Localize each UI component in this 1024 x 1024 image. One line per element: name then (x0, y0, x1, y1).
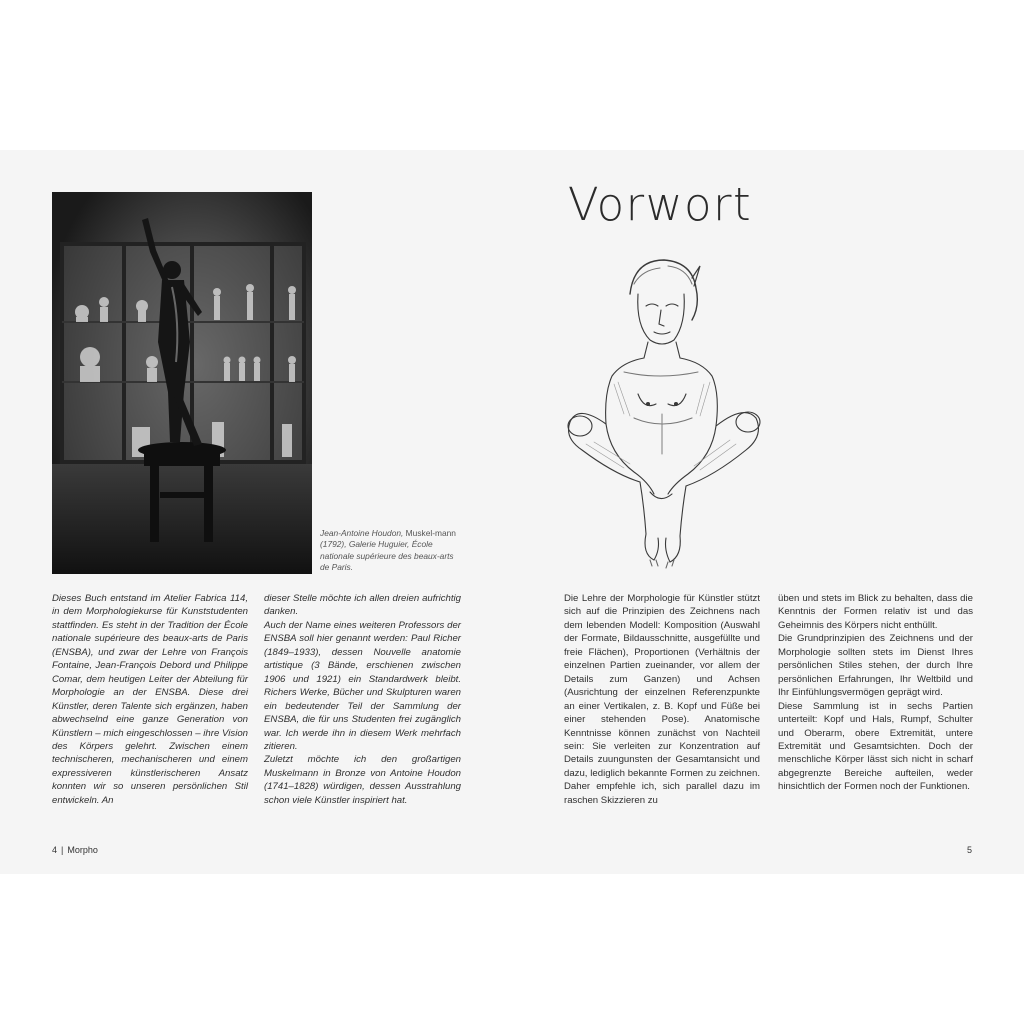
caption-artist: Jean-Antoine Houdon, (320, 528, 404, 538)
left-column-2-paragraph: dieser Stelle möchte ich allen dreien aufrichtig danken. (264, 593, 461, 618)
caption-location: (1792), Galerie Huguier, École nationale supérieure des beaux-arts de Paris. (320, 539, 454, 572)
left-page-number: 4 (52, 845, 58, 855)
left-column-1-text: Dieses Buch entstand im Atelier Fabrica 114, in dem Morphologiekurse für Kunststudenten stattfinden. Es steht in der Tradition der École nationale supérieure des beaux-arts de Paris (ENSBA), und zwar der Lehre von François Fontaine, Jean-François Debord und Philippe Comar, dem heutigen Leiter der Abteilung für Morphologie an der ENSBA. Diese drei Künstler, deren Talente sich ergänzen, haben abwechselnd eine ganze Generation von Künstlern – mich eingeschlossen – ihre Vision des Körpers gelehrt. Zwischen einem technischeren, mechanischeren und einem expressiveren künstlerischeren Ansatz konnten wir so unseren persönlichen Stil entwickeln. An (52, 593, 248, 806)
museum-photo (52, 192, 312, 574)
left-page (0, 150, 512, 874)
right-footer (967, 845, 972, 855)
figure-drawing (564, 254, 764, 572)
right-column-2-paragraph: üben und stets im Blick zu behalten, dass die Kenntnis der Formen relativ ist und das Geheimnis des Körpers nicht enthüllt. (778, 593, 973, 631)
footer-separator: | (61, 845, 64, 855)
right-column-1 (564, 592, 760, 807)
right-page-number: 5 (966, 845, 972, 855)
left-column-1 (52, 592, 248, 807)
book-spread (0, 150, 1024, 874)
photo-caption (320, 528, 458, 573)
right-column-2 (778, 592, 973, 794)
book-title: Morpho (67, 845, 98, 855)
chapter-title-text: Vorwort (567, 178, 753, 231)
left-column-2-paragraph: Zuletzt möchte ich den großartigen Muskelmann in Bronze von Antoine Houdon (1741–1828) würdigen, dessen Ausstrahlung schon viele Künstler inspiriert hat. (264, 754, 461, 806)
right-column-1-text: Die Lehre der Morphologie für Künstler stützt sich auf die Prinzipien des Zeichnens nach dem lebenden Modell: Komposition (Auswahl der Formate, Bildausschnitte, ausgefüllte und freie Flächen), Proportionen (Verhältnis der einzelnen Partien zueinander, vor allem der Details zum Ganzen) und Achsen (Ausrichtung der einzelnen Referenzpunkte an einer Vertikalen, z. B. Kopf und Füße bei einer stehenden Pose). Anatomische Kenntnisse können zunächst von Nachteil sein: Sie verleiten zur Konzentration auf Details zuungunsten der Gesamtansicht und dazu, lediglich bekannte Formen zu zeichnen. Daher empfehle ich, sich parallel dazu im raschen Skizzieren zu (564, 593, 760, 806)
left-column-2 (264, 592, 461, 807)
right-page (512, 150, 1024, 874)
chapter-title (562, 178, 758, 231)
right-column-2-paragraph: Die Grundprinzipien des Zeichnens und der Morphologie sollten stets im Dienst Ihres persönlichen Stiles stehen, der durch Ihre persönlichen Erfahrungen, Ihr Weltbild und Ihr Einfühlungsvermögen geprägt wird. (778, 633, 973, 699)
right-column-2-paragraph: Diese Sammlung ist in sechs Partien unterteilt: Kopf und Hals, Rumpf, Schulter und Oberarm, obere Extremität, untere Extremität und Gesamtsichten. Doch der menschliche Körper lässt sich nicht in scharf abgegrenzte Bereiche aufteilen, weder hinsichtlich der Formen noch der Funktionen. (778, 700, 973, 793)
left-column-2-paragraph: Auch der Name eines weiteren Professors der ENSBA soll hier genannt werden: Paul Richer (1849–1933), dessen Nouvelle anatomie artistique (3 Bände, erschienen zwischen 1906 und 1921) ein Standardwerk bleibt. Richers Werke, Bücher und Skulpturen waren ein bedeutender Teil der Sammlung der ENSBA, die für uns Studenten frei zugänglich war. Ich werde ihn in diesem Werk mehrfach zitieren. (264, 619, 461, 752)
caption-work: Muskel-mann (403, 528, 456, 538)
left-footer (52, 845, 98, 855)
